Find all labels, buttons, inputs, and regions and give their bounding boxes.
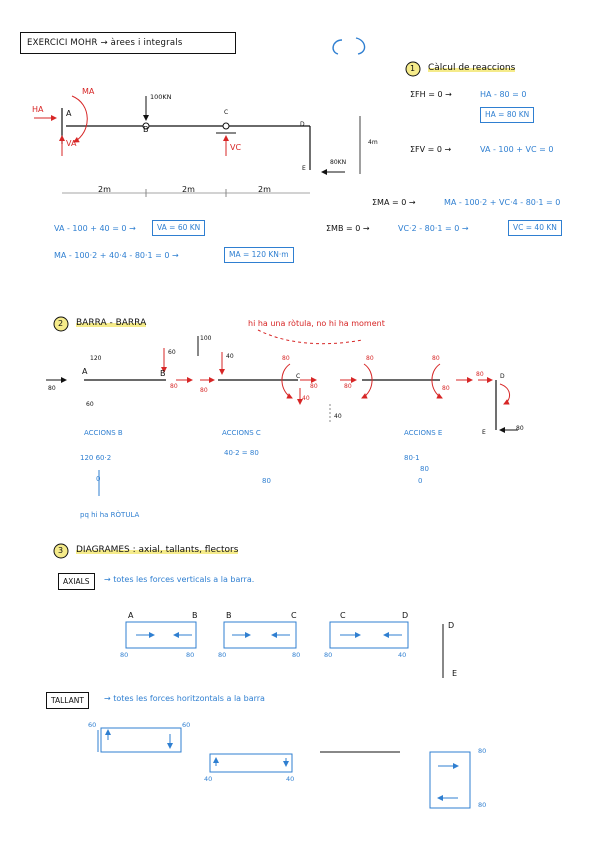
ax-val-2: 80: [186, 651, 195, 659]
label-dim-1: 2m: [98, 185, 111, 194]
actions-c-title: ACCIONS C: [222, 429, 261, 437]
label-vc: VC: [230, 143, 242, 152]
actions-c-values: 40·2 = 80: [224, 449, 259, 457]
actions-e-values: 80·1: [404, 454, 420, 462]
s2-40a: 40: [226, 353, 234, 360]
label-va: VA: [66, 139, 77, 148]
eq5: VA - 100 + 40 = 0 →: [54, 224, 136, 233]
s2-d: D: [500, 373, 505, 380]
label-dim-2: 2m: [182, 185, 195, 194]
ax-val-1: 80: [120, 651, 129, 659]
shear-tag: TALLANT: [46, 692, 89, 709]
eq1: ΣFH = 0 →: [410, 90, 452, 99]
shear-description: → totes les forces horitzontals a la barra: [104, 694, 265, 703]
s2-80f: 80: [366, 355, 374, 362]
label-b: B: [143, 125, 149, 134]
section-3-number: 3: [58, 546, 64, 555]
label-a: A: [66, 109, 72, 118]
eq4-box: VC = 40 KN: [508, 220, 562, 236]
t-val-4: 40: [286, 775, 295, 783]
s2-80b: 80: [170, 383, 178, 390]
eq3-result: MA - 100·2 + VC·4 - 80·1 = 0: [444, 198, 561, 207]
section-2-number: 2: [58, 319, 64, 328]
t-val-6: 80: [478, 801, 487, 809]
section-3-title: DIAGRAMES : axial, tallants, flectors: [76, 545, 239, 555]
eq5-box: VA = 60 KN: [152, 220, 205, 236]
s2-80g: 80: [344, 383, 352, 390]
hinge-note: hi ha una ròtula, no hi ha moment: [248, 319, 385, 328]
ax-label-c1: C: [291, 611, 297, 620]
eq4-result: VC·2 - 80·1 = 0 →: [398, 224, 469, 233]
eq1-result: HA - 80 = 0: [480, 90, 527, 99]
actions-b-values: 120 60·2: [80, 454, 112, 462]
axial-description: → totes les forces verticals a la barra.: [104, 575, 255, 584]
refresh-icon: [333, 38, 365, 54]
t-val-2: 60: [182, 721, 191, 729]
label-dim-3: 2m: [258, 185, 271, 194]
t-val-3: 40: [204, 775, 213, 783]
s2-a: A: [82, 367, 88, 376]
s2-60a: 60: [86, 401, 94, 408]
ax-label-b1: B: [192, 611, 198, 620]
eq6: MA - 100·2 + 40·4 - 80·1 = 0 →: [54, 251, 179, 260]
eq2: ΣFV = 0 →: [410, 145, 452, 154]
s2-e: E: [482, 429, 486, 436]
t-val-5: 80: [478, 747, 487, 755]
ax-label-d1: D: [402, 611, 409, 620]
ax-val-3: 80: [218, 651, 227, 659]
s2-60b: 60: [168, 349, 176, 356]
s2-80i: 80: [442, 385, 450, 392]
section-2-title: BARRA - BARRA: [76, 318, 147, 328]
s2-40b: 40: [302, 395, 310, 402]
s2-80j: 80: [476, 371, 484, 378]
s2-40c: 40: [334, 413, 342, 420]
s2-80a: 80: [48, 385, 56, 392]
section-1-title: Càlcul de reaccions: [428, 63, 516, 73]
ax-val-5: 80: [324, 651, 333, 659]
eq4: ΣMB = 0 →: [326, 224, 370, 233]
label-ha: HA: [32, 105, 44, 114]
s2-80e: 80: [310, 383, 318, 390]
ax-label-a: A: [128, 611, 134, 620]
ax-label-b2: B: [226, 611, 232, 620]
axial-diagrams: [126, 622, 443, 678]
ax-label-e: E: [452, 669, 458, 678]
shear-diagrams: [98, 728, 470, 808]
structure-diagram-1: [34, 93, 360, 197]
ax-label-c2: C: [340, 611, 346, 620]
s2-80h: 80: [432, 355, 440, 362]
eq3: ΣMA = 0 →: [372, 198, 416, 207]
ax-val-4: 80: [292, 651, 301, 659]
label-d: D: [300, 121, 305, 128]
eq1-box: HA = 80 KN: [480, 107, 534, 123]
s2-120: 120: [90, 355, 102, 362]
actions-e-title: ACCIONS E: [404, 429, 443, 437]
eq2-result: VA - 100 + VC = 0: [480, 145, 554, 154]
label-load-side: 80KN: [330, 159, 347, 166]
exercise-title: EXERCICI MOHR → àrees i integrals: [20, 32, 236, 54]
eq6-box: MA = 120 KN·m: [224, 247, 294, 263]
t-val-1: 60: [88, 721, 97, 729]
actions-b-title: ACCIONS B: [84, 429, 123, 437]
label-ma: MA: [82, 87, 95, 96]
hinge-reason: pq hi ha RÒTULA: [80, 511, 140, 519]
s2-100: 100: [200, 335, 212, 342]
axial-tag: AXIALS: [58, 573, 95, 590]
label-load-top: 100KN: [150, 93, 172, 101]
s2-80k: 80: [516, 425, 524, 432]
label-height: 4m: [368, 139, 378, 146]
ax-val-6: 40: [398, 651, 407, 659]
s2-80c: 80: [200, 387, 208, 394]
s2-c: C: [296, 373, 301, 380]
actions-b-result: 0: [96, 475, 101, 483]
section-1-number: 1: [410, 64, 416, 73]
label-e: E: [302, 165, 306, 172]
s2-80d: 80: [282, 355, 290, 362]
s2-b: B: [160, 369, 166, 378]
ax-label-d2: D: [448, 621, 455, 630]
actions-c-result: 80: [262, 477, 271, 485]
label-c: C: [224, 109, 229, 116]
actions-e-values-2: 80: [420, 465, 429, 473]
actions-e-result: 0: [418, 477, 423, 485]
